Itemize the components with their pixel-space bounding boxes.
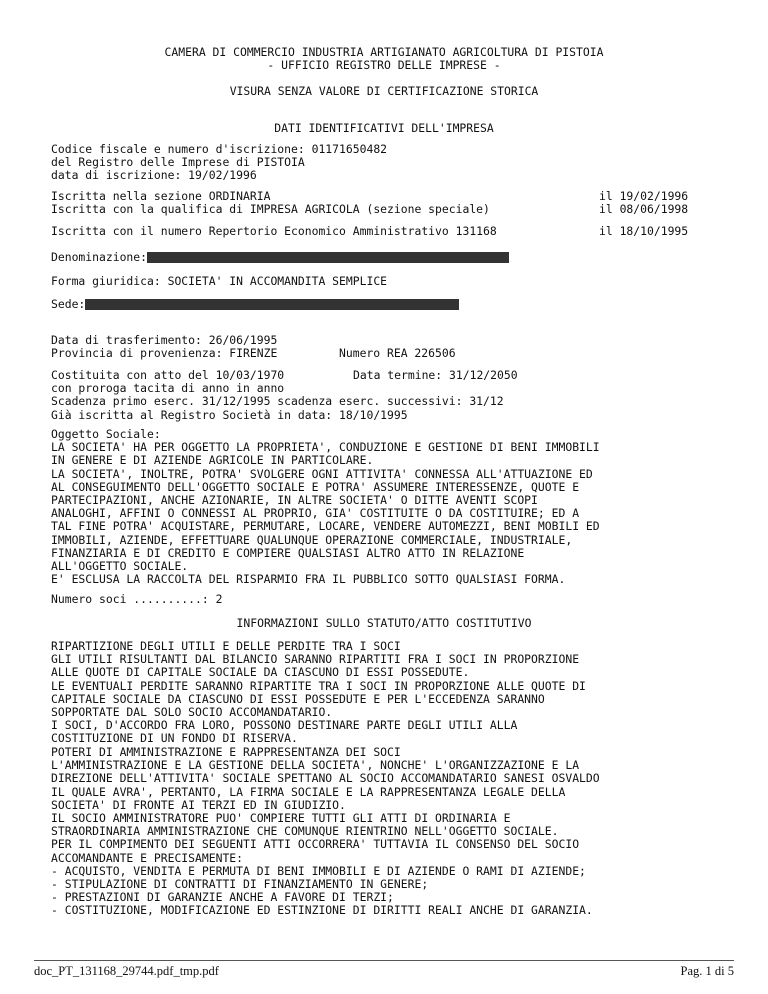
data-iscrizione-line: data di iscrizione: 19/02/1996 xyxy=(51,168,257,183)
data-trasferimento-line: Data di trasferimento: 26/06/1995 xyxy=(51,333,278,347)
poteri-line: - ACQUISTO, VENDITA E PERMUTA DI BENI IMMOBILI E DI AZIENDE O RAMI DI AZIENDE; xyxy=(51,863,586,878)
rea-iscrizione-block xyxy=(51,225,701,238)
poteri-line: IL QUALE AVRA', PERTANTO, LA FIRMA SOCIALE E LA RAPPRESENTANZA LEGALE DELLA xyxy=(51,784,566,799)
scadenza-esercizio-line: Scadenza primo eserc. 31/12/1995 scadenza eserc. successivi: 31/12 xyxy=(51,394,504,409)
page-number: Pag. 1 di 5 xyxy=(680,964,734,978)
poteri-line: STRAORDINARIA AMMINISTRAZIONE CHE COMUNQUE RIENTRINO NELL'OGGETTO SOCIALE. xyxy=(51,824,559,839)
rea-iscrizione-text: Iscritta con il numero Repertorio Economico Amministrativo 131168 xyxy=(51,224,497,238)
forma-giuridica-line: Forma giuridica: SOCIETA' IN ACCOMANDITA SEMPLICE xyxy=(51,274,388,288)
costituzione-atto-line: Costituita con atto del 10/03/1970 xyxy=(51,368,285,382)
provincia-provenienza-line: Provincia di provenienza: FIRENZE xyxy=(51,346,278,361)
ripartizione-line: SOPPORTATE DAL SOLO SOCIO ACCOMANDATARIO. xyxy=(51,705,333,720)
oggetto-sociale-line: PARTECIPAZIONI, ANCHE AZIONARIE, IN ALTRE SOCIETA' O DITTE AVENTI SCOPI xyxy=(51,493,538,508)
gia-iscritta-line: Già iscritta al Registro Società in data: 18/10/1995 xyxy=(51,407,408,422)
poteri-line: ACCOMANDANTE E PRECISAMENTE: xyxy=(51,850,244,865)
oggetto-sociale-block xyxy=(51,428,701,586)
oggetto-sociale-line: ANALOGHI, AFFINI O CONNESSI AL PROPRIO, GIA' COSTITUITE O DA COSTITUIRE; ED A xyxy=(51,506,580,521)
denominazione-row xyxy=(51,251,701,264)
oggetto-sociale-line: LA SOCIETA', INOLTRE, POTRA' SVOLGERE OGNI ATTIVITA' CONNESSA ALL'ATTUAZIONE ED xyxy=(51,466,593,481)
oggetto-sociale-line: AL CONSEGUIMENTO DELL'OGGETTO SOCIALE E POTRA' ASSUMERE INTERESSENZE, QUOTE E xyxy=(51,479,580,494)
oggetto-sociale-line: ALL'OGGETTO SOCIALE. xyxy=(51,559,189,574)
header-office-title: - UFFICIO REGISTRO DELLE IMPRESE - xyxy=(267,58,501,73)
oggetto-sociale-line: LA SOCIETA' HA PER OGGETTO LA PROPRIETA', CONDUZIONE E GESTIONE DI BENI IMMOBILI xyxy=(51,440,600,455)
sede-label: Sede: xyxy=(51,297,86,311)
footer-filename: doc_PT_131168_29744.pdf_tmp.pdf xyxy=(34,964,219,978)
oggetto-sociale-line: IMMOBILI, AZIENDE, EFFETTUARE QUALUNQUE OPERAZIONE COMMERCIALE, INDUSTRIALE, xyxy=(51,532,573,547)
codice-fiscale-line: Codice fiscale e numero d'iscrizione: 01171650482 xyxy=(51,142,388,156)
oggetto-sociale-line: E' ESCLUSA LA RACCOLTA DEL RISPARMIO FRA IL PUBBLICO SOTTO QUALSIASI FORMA. xyxy=(51,572,566,587)
header xyxy=(0,46,768,72)
poteri-block xyxy=(51,746,701,918)
poteri-line: PER IL COMPIMENTO DEI SEGUENTI ATTI OCCORRERA' TUTTAVIA IL CONSENSO DEL SOCIO xyxy=(51,837,580,852)
numero-rea-line: Numero REA 226506 xyxy=(339,346,456,361)
rea-iscrizione-date: il 18/10/1995 xyxy=(599,224,689,238)
ripartizione-line: LE EVENTUALI PERDITE SARANNO RIPARTITE TRA I SOCI IN PROPORZIONE ALLE QUOTE DI xyxy=(51,678,586,693)
poteri-line: IL SOCIO AMMINISTRATORE PUO' COMPIERE TUTTI GLI ATTI DI ORDINARIA E xyxy=(51,811,511,826)
iscrizioni-block xyxy=(51,190,701,216)
redaction-bar xyxy=(85,299,459,310)
iscrizione-row xyxy=(51,203,701,216)
section-title-identificativi: DATI IDENTIFICATIVI DELL'IMPRESA xyxy=(274,121,494,135)
trasferimento-block xyxy=(51,334,701,360)
ripartizione-block xyxy=(51,640,701,746)
document-subtitle: VISURA SENZA VALORE DI CERTIFICAZIONE STORICA xyxy=(229,84,539,98)
ripartizione-line: CAPITALE SOCIALE DA CIASCUNO DI ESSI POSSEDUTE E PER L'ECCEDENZA SARANNO xyxy=(51,691,545,706)
page-footer xyxy=(34,960,734,978)
ripartizione-line: I SOCI, D'ACCORDO FRA LORO, POSSONO DESTINARE PARTE DEGLI UTILI ALLA xyxy=(51,718,518,733)
codice-fiscale-block xyxy=(51,143,701,183)
section-title-statuto: INFORMAZIONI SULLO STATUTO/ATTO COSTITUTIVO xyxy=(236,616,532,630)
poteri-line: - COSTITUZIONE, MODIFICAZIONE ED ESTINZIONE DI DIRITTI REALI ANCHE DI GARANZIA. xyxy=(51,903,593,918)
ripartizione-line: RIPARTIZIONE DEGLI UTILI E DELLE PERDITE TRA I SOCI xyxy=(51,639,401,653)
iscrizione-date: il 19/02/1996 xyxy=(599,189,689,203)
ripartizione-line: GLI UTILI RISULTANTI DAL BILANCIO SARANNO RIPARTITI FRA I SOCI IN PROPORZIONE xyxy=(51,652,580,667)
poteri-line: SOCIETA' DI FRONTE AI TERZI ED IN GIUDIZIO. xyxy=(51,797,346,812)
oggetto-sociale-line: FINANZIARIA E DI CREDITO E COMPIERE QUALSIASI ALTRO ATTO IN RELAZIONE xyxy=(51,545,525,560)
poteri-line: - STIPULAZIONE DI CONTRATTI DI FINANZIAMENTO IN GENERE; xyxy=(51,877,429,892)
proroga-line: con proroga tacita di anno in anno xyxy=(51,381,285,396)
sede-row xyxy=(51,298,701,311)
poteri-line: L'AMMINISTRAZIONE E LA GESTIONE DELLA SOCIETA', NONCHE' L'ORGANIZZAZIONE E LA xyxy=(51,758,580,773)
oggetto-sociale-line: TAL FINE POTRA' ACQUISTARE, PERMUTARE, LOCARE, VENDERE AUTOMEZZI, BENI MOBILI ED xyxy=(51,519,600,534)
data-termine-line: Data termine: 31/12/2050 xyxy=(353,368,518,382)
oggetto-sociale-line: IN GENERE E DI AZIENDE AGRICOLE IN PARTICOLARE. xyxy=(51,453,374,468)
poteri-line: DIREZIONE DELL'ATTIVITA' SOCIALE SPETTANO AL SOCIO ACCOMANDATARIO SANESI OSVALDO xyxy=(51,771,600,786)
iscrizione-text: Iscritta nella sezione ORDINARIA xyxy=(51,189,271,203)
registro-line: del Registro delle Imprese di PISTOIA xyxy=(51,155,305,170)
iscrizione-date: il 08/06/1998 xyxy=(599,202,689,217)
costituzione-block xyxy=(51,369,701,422)
numero-soci-line: Numero soci ..........: 2 xyxy=(51,592,223,606)
denominazione-label: Denominazione: xyxy=(51,250,148,264)
poteri-line: POTERI DI AMMINISTRAZIONE E RAPPRESENTANZA DEI SOCI xyxy=(51,745,401,759)
oggetto-sociale-label: Oggetto Sociale: xyxy=(51,427,161,441)
iscrizione-text: Iscritta con la qualifica di IMPRESA AGRICOLA (sezione speciale) xyxy=(51,202,490,217)
redaction-bar xyxy=(147,252,509,263)
ripartizione-line: COSTITUZIONE DI UN FONDO DI RISERVA. xyxy=(51,731,298,746)
ripartizione-line: ALLE QUOTE DI CAPITALE SOCIALE DA CIASCUNO DI ESSI POSSEDUTE. xyxy=(51,665,470,680)
header-chamber-title: CAMERA DI COMMERCIO INDUSTRIA ARTIGIANATO AGRICOLTURA DI PISTOIA xyxy=(164,45,604,59)
poteri-line: - PRESTAZIONI DI GARANZIE ANCHE A FAVORE DI TERZI; xyxy=(51,890,394,905)
